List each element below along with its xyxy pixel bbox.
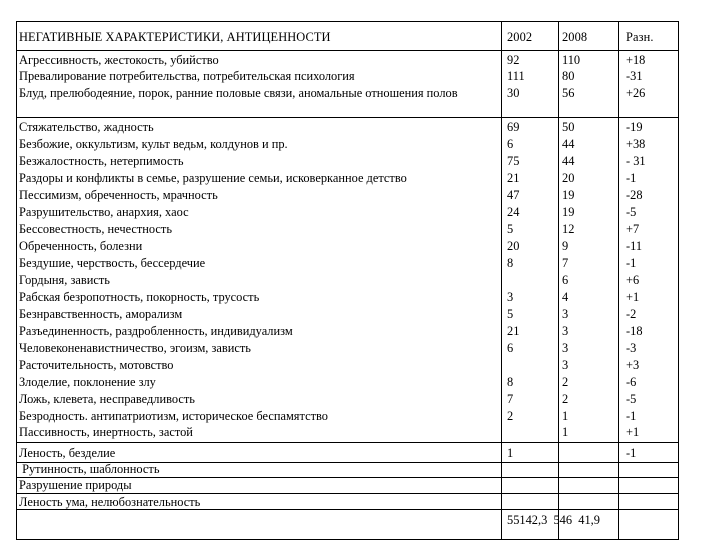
header-2002: 2002 — [507, 30, 533, 44]
row-label: Злоделие, поклонение злу — [19, 375, 156, 389]
row-2002: 69 — [507, 120, 520, 134]
row-label: Безжалостность, нетерпимость — [19, 154, 184, 168]
header-2008: 2008 — [562, 30, 588, 44]
row-label: Ложь, клевета, несправедливость — [19, 392, 195, 406]
row-diff: +18 — [626, 53, 646, 67]
row-diff: +1 — [626, 290, 640, 304]
header-diff: Разн. — [626, 30, 654, 44]
row-label: Леность ума, нелюбознательность — [19, 495, 201, 509]
row-2008: 9 — [562, 239, 569, 253]
row-diff: -1 — [626, 171, 637, 185]
row-2008: 19 — [562, 188, 575, 202]
row-diff: -31 — [626, 69, 643, 83]
row-2002: 8 — [507, 256, 514, 270]
row-divider — [17, 117, 678, 118]
row-label: Леность, безделие — [19, 446, 116, 460]
row-label: Расточительность, мотовство — [19, 358, 174, 372]
row-label: Безбожие, оккультизм, культ ведьм, колдунов и пр. — [19, 137, 288, 151]
row-diff: -5 — [626, 392, 637, 406]
row-diff: +6 — [626, 273, 640, 287]
row-diff: -18 — [626, 324, 643, 338]
row-label: Бессовестность, нечестность — [19, 222, 172, 236]
row-2008: 3 — [562, 358, 569, 372]
row-2002: 75 — [507, 154, 520, 168]
row-2008: 2 — [562, 375, 569, 389]
row-label: Бездушие, черствость, бессердечие — [19, 256, 206, 270]
row-diff: +26 — [626, 86, 646, 100]
row-label: Безродность. антипатриотизм, историческое беспамятство — [19, 409, 328, 423]
row-label: Человеконенавистничество, эгоизм, зависть — [19, 341, 251, 355]
row-label: Блуд, прелюбодеяние, порок, ранние половые связи, аномальные отношения полов — [19, 86, 458, 100]
row-2002: 21 — [507, 171, 520, 185]
row-label: Пессимизм, обреченность, мрачность — [19, 188, 218, 202]
row-2002: 92 — [507, 53, 520, 67]
row-2008: 1 — [562, 409, 569, 423]
row-diff: +1 — [626, 425, 640, 439]
row-label: Разъединенность, раздробленность, индивидуализм — [19, 324, 293, 338]
row-diff: +3 — [626, 358, 640, 372]
row-label: Гордыня, зависть — [19, 273, 110, 287]
row-2008: 3 — [562, 324, 569, 338]
row-2008: 3 — [562, 341, 569, 355]
totals: 55142,3 546 41,9 — [507, 513, 600, 527]
row-2008: 19 — [562, 205, 575, 219]
row-diff: +7 — [626, 222, 640, 236]
row-2002: 30 — [507, 86, 520, 100]
row-2008: 7 — [562, 256, 569, 270]
row-divider — [17, 442, 678, 443]
row-2008: 12 — [562, 222, 575, 236]
row-diff: -5 — [626, 205, 637, 219]
row-2008: 4 — [562, 290, 569, 304]
row-2002: 6 — [507, 137, 514, 151]
row-2002: 5 — [507, 307, 514, 321]
row-label: Безнравственность, аморализм — [19, 307, 183, 321]
row-2002: 21 — [507, 324, 520, 338]
row-diff: -1 — [626, 256, 637, 270]
row-2002: 20 — [507, 239, 520, 253]
row-2002: 111 — [507, 69, 525, 83]
row-2008: 44 — [562, 154, 575, 168]
row-2008: 1 — [562, 425, 569, 439]
row-diff: -2 — [626, 307, 637, 321]
row-2008: 44 — [562, 137, 575, 151]
row-label: Агрессивность, жестокость, убийство — [19, 53, 219, 67]
row-diff: +38 — [626, 137, 646, 151]
row-2008: 50 — [562, 120, 575, 134]
row-label: Рутинность, шаблонность — [19, 462, 160, 476]
row-2002: 7 — [507, 392, 514, 406]
row-diff: -6 — [626, 375, 637, 389]
row-diff: -11 — [626, 239, 643, 253]
row-2002: 8 — [507, 375, 514, 389]
row-2002: 6 — [507, 341, 514, 355]
header-divider — [17, 50, 678, 51]
row-diff: -19 — [626, 120, 643, 134]
row-2008: 6 — [562, 273, 569, 287]
row-2008: 2 — [562, 392, 569, 406]
row-2002: 1 — [507, 446, 514, 460]
row-diff: -1 — [626, 409, 637, 423]
row-label: Разрушение природы — [19, 478, 132, 492]
row-diff: -28 — [626, 188, 643, 202]
row-label: Превалирование потребительства, потребительская психология — [19, 69, 355, 83]
row-2002: 3 — [507, 290, 514, 304]
row-diff: - 31 — [626, 154, 646, 168]
row-label: Пассивность, инертность, застой — [19, 425, 193, 439]
row-2008: 20 — [562, 171, 575, 185]
row-label: Раздоры и конфликты в семье, разрушение семьи, исковерканное детство — [19, 171, 407, 185]
row-2008: 56 — [562, 86, 575, 100]
row-2002: 5 — [507, 222, 514, 236]
row-label: Обреченность, болезни — [19, 239, 143, 253]
row-diff: -3 — [626, 341, 637, 355]
row-2008: 80 — [562, 69, 575, 83]
header-title: НЕГАТИВНЫЕ ХАРАКТЕРИСТИКИ, АНТИЦЕННОСТИ — [19, 30, 331, 44]
row-2002: 2 — [507, 409, 514, 423]
row-label: Рабская безропотность, покорность, трусость — [19, 290, 260, 304]
row-label: Разрушительство, анархия, хаос — [19, 205, 189, 219]
row-2008: 3 — [562, 307, 569, 321]
row-diff: -1 — [626, 446, 637, 460]
row-2008: 110 — [562, 53, 581, 67]
data-table — [16, 21, 679, 540]
row-2002: 47 — [507, 188, 520, 202]
row-2002: 24 — [507, 205, 520, 219]
row-label: Стяжательство, жадность — [19, 120, 154, 134]
